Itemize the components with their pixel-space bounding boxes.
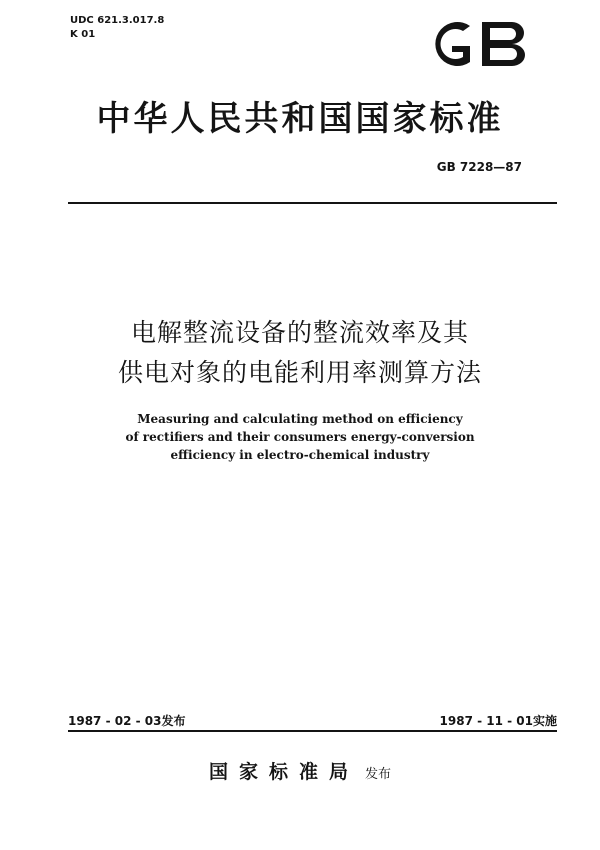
english-title-line-1: Measuring and calculating method on efficiency (137, 412, 463, 426)
english-title-line-3: efficiency in electro-chemical industry (170, 448, 430, 462)
english-title-line-2: of rectifiers and their consumers energy-conversion (125, 430, 475, 444)
udc-block (70, 14, 164, 42)
implementation-date: 1987 - 11 - 01实施 (439, 714, 557, 728)
classification-code: K 01 (70, 29, 96, 40)
standard-code: GB 7228—87 (436, 160, 522, 174)
chinese-title (0, 313, 600, 393)
gb-logo (416, 14, 538, 74)
header-divider (68, 202, 557, 204)
issue-date: 1987 - 02 - 03发布 (68, 714, 186, 728)
english-title (0, 410, 600, 464)
udc-code: UDC 621.3.017.8 (70, 15, 165, 26)
chinese-title-line-1: 电解整流设备的整流效率及其 (130, 318, 469, 347)
standard-name: 中华人民共和国国家标准 (96, 99, 504, 139)
issue-verb: 发布 (365, 767, 392, 782)
issuer-line (0, 757, 600, 784)
footer-divider (68, 730, 557, 732)
issuing-organization: 国家标准局 (208, 761, 359, 783)
chinese-title-line-2: 供电对象的电能利用率测算方法 (117, 358, 482, 387)
